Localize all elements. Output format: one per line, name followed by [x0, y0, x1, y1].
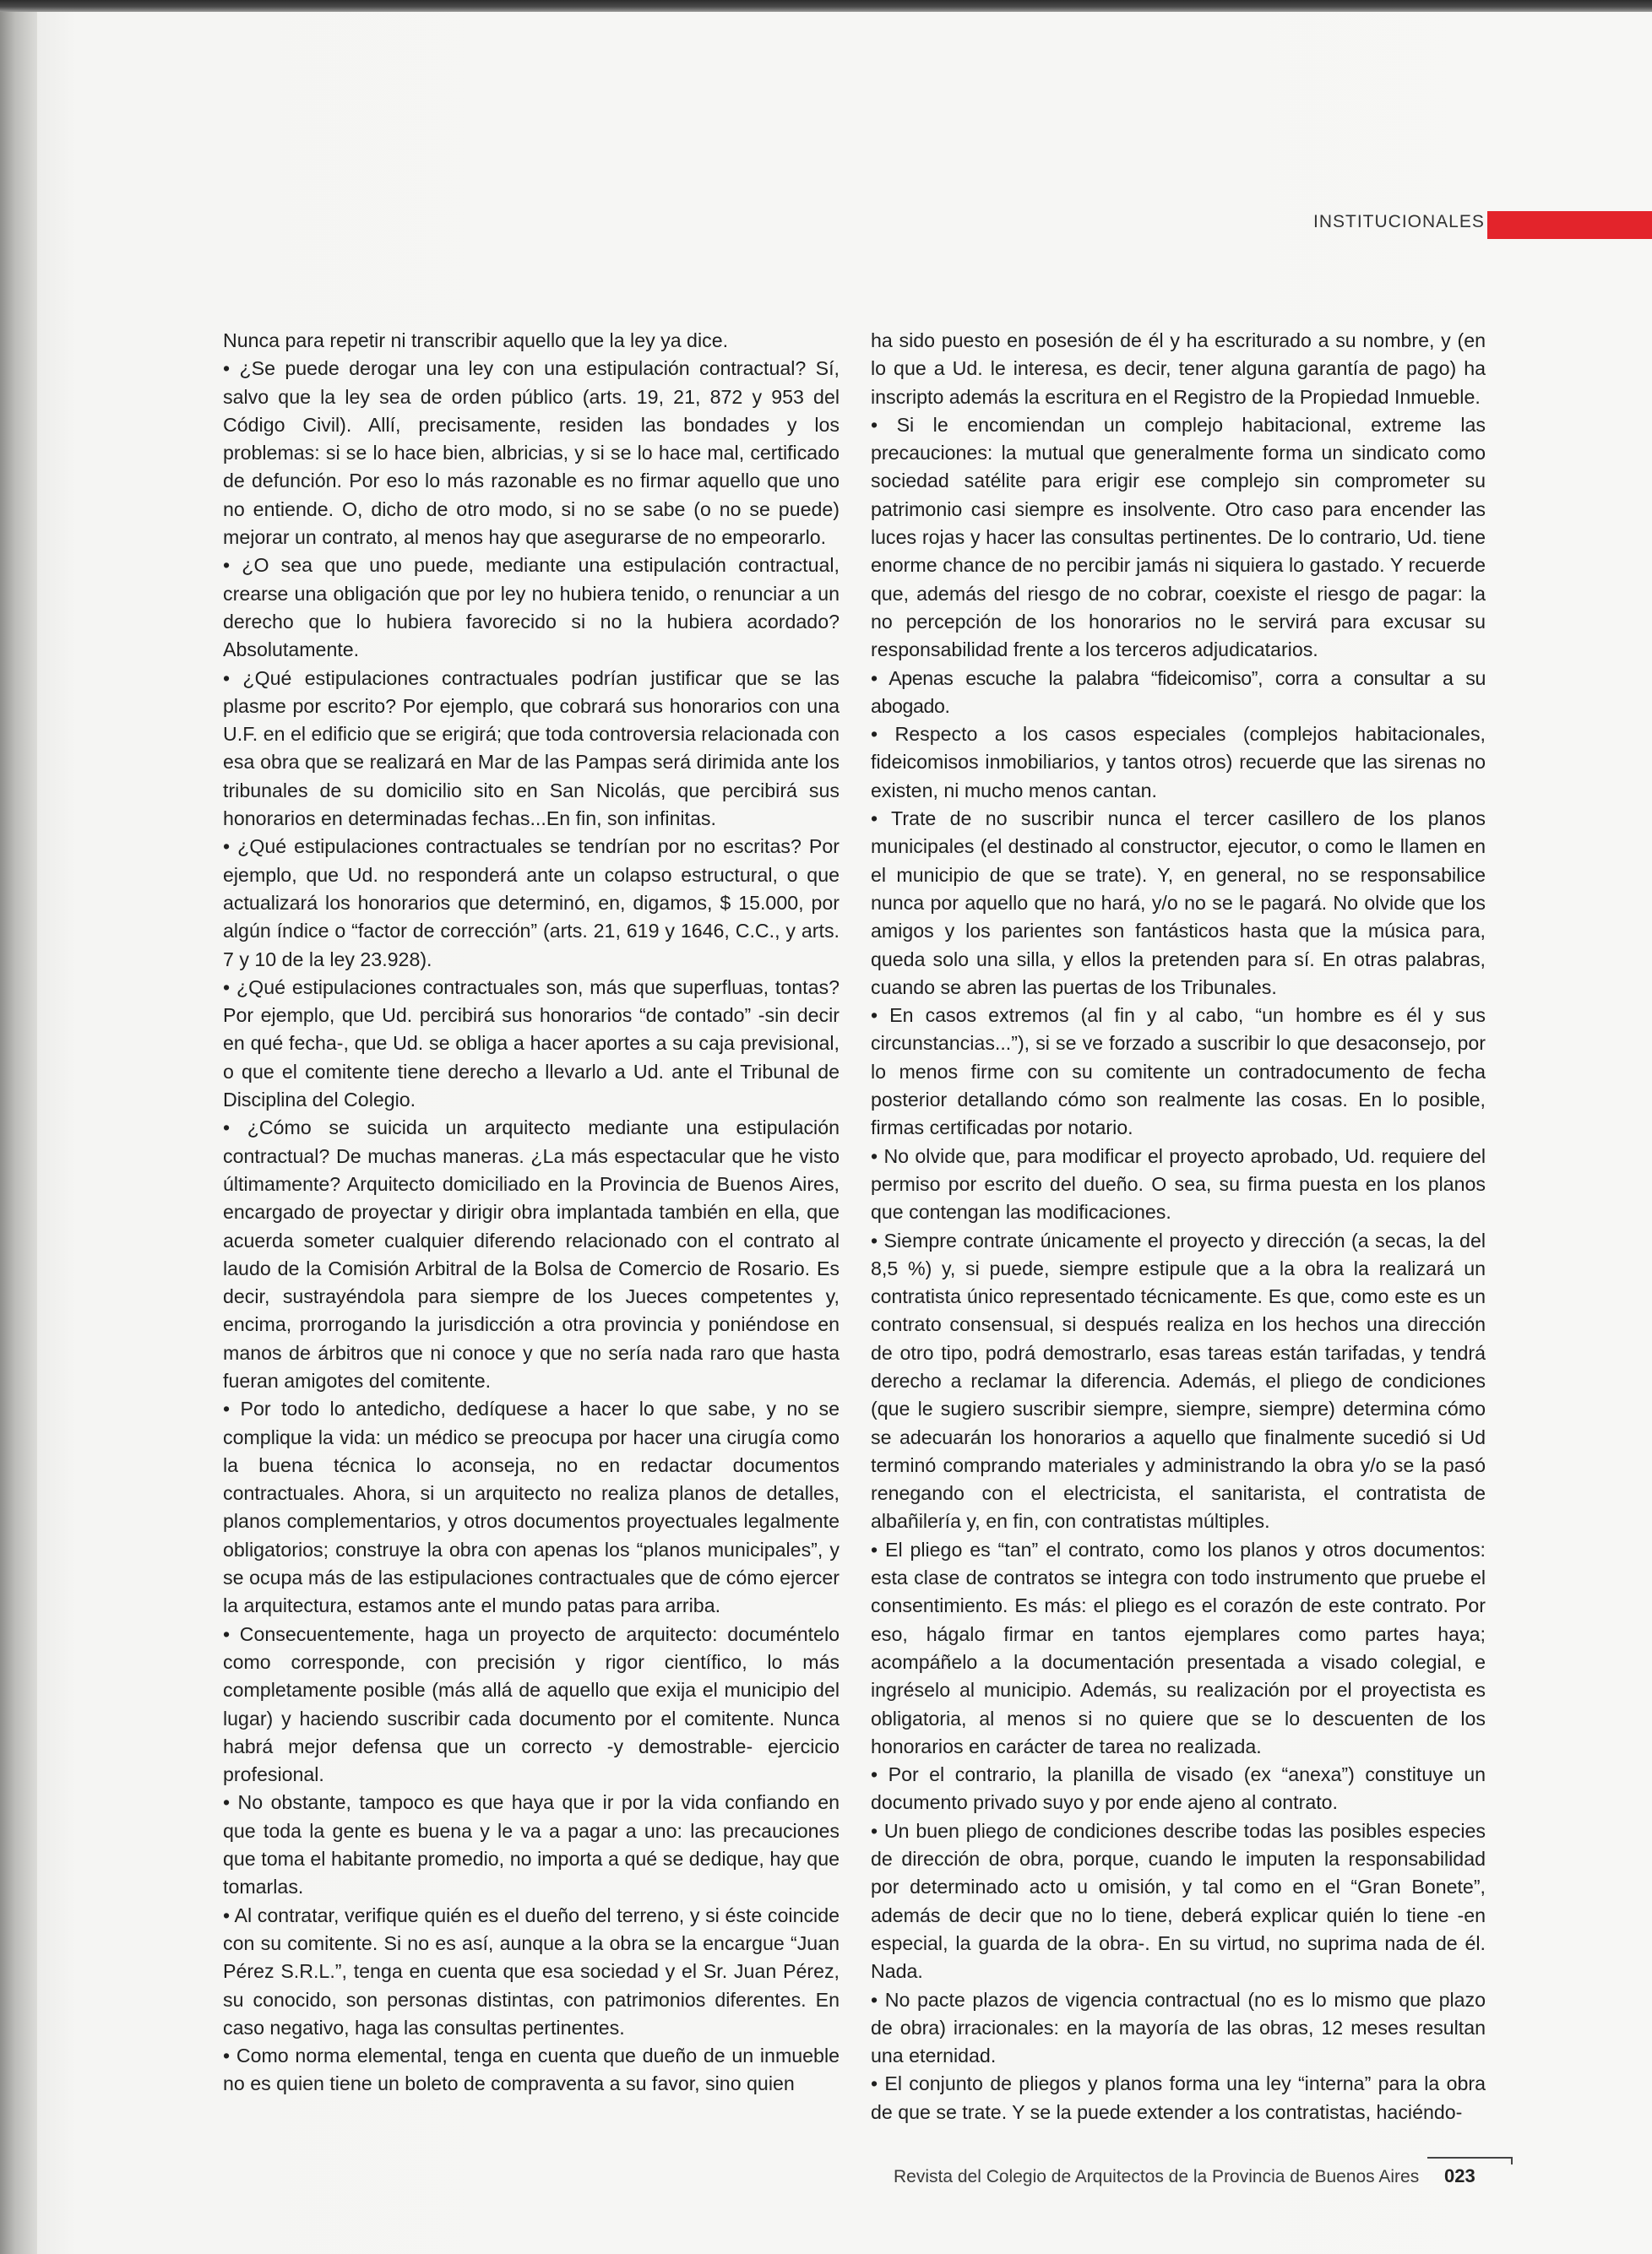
paragraph: • ¿Qué estipulaciones contractuales podrían justificar que se las plasme por escrito? Por ejemplo, que cobrará sus honorarios con una U.F. en el edificio que se erigirá; que toda controversia relacionada con esa obra que se realizará en Mar de las Pampas será dirimida ante los tribunales de su domicilio sito en San Nicolás, que percibirá sus honorarios en determinadas fechas...En fin, son infinitas. [223, 666, 840, 830]
paragraph: • ¿O sea que uno puede, mediante una estipulación contractual, crearse una obligación que por ley no hubiera tenido, o renunciar a un derecho que lo hubiera favorecido si no la hubiera acordado? Absolutamente. [223, 554, 840, 661]
paragraph: • Por el contrario, la planilla de visado (ex “anexa”) constituye un documento privado suyo y por ende ajeno al contrato. [871, 1763, 1486, 1814]
page-spine-shadow [0, 0, 37, 2254]
paragraph: • En casos extremos (al fin y al cabo, “un hombre es él y sus circunstancias...”), si se ve forzado a suscribir lo que desaconsejo, por lo menos firme con su comitente un contradocumento de fecha posterior detallando cómo son realmente las cosas. En lo posible, firmas certificadas por notario. [871, 1004, 1486, 1139]
paragraph: • Por todo lo antedicho, dedíquese a hacer lo que sabe, y no se complique la vida: un médico se preocupa por hacer una cirugía como la buena técnica lo aconseja, no en redactar documentos contractuales. Ahora, si un arquitecto no realiza planos de detalles, planos complementarios, y otros documentos proyectuales legalmente obligatorios; construye la obra con apenas los “planos municipales”, y se ocupa más de las estipulaciones contractuales que de cómo ejercer la arquitectura, estamos ante el mundo patas para arriba. [223, 1398, 840, 1617]
footer-rule-tick [1511, 2157, 1513, 2164]
paragraph: ha sido puesto en posesión de él y ha escriturado a su nombre, y (en lo que a Ud. le interesa, es decir, tener alguna garantía de pago) ha inscripto además la escritura en el Registro de la Propiedad Inmueble. [871, 329, 1486, 408]
footer-publication: Revista del Colegio de Arquitectos de la Provincia de Buenos Aires [894, 2167, 1420, 2186]
paragraph: • ¿Qué estipulaciones contractuales se tendrían por no escritas? Por ejemplo, que Ud. no responderá ante un colapso estructural, o que actualizará los honorarios que determinó, en, digamos, $ 15.000, por algún índice o “factor de corrección” (arts. 21, 619 y 1646, C.C., y arts. 7 y 10 de la ley 23.928). [223, 835, 840, 970]
paragraph: • El pliego es “tan” el contrato, como los planos y otros documentos: esta clase de contratos se integra con todo instrumento que pruebe el consentimiento. Es más: el pliego es el corazón de este contrato. Por eso, hágalo firmar en tantos ejemplares como partes haya; acompáñelo a la documentación presentada a visado colegial, e ingréselo al municipio. Además, su realización por el proyectista es obligatoria, al menos si no quiere que se lo descuenten de los honorarios en carácter de tarea no realizada. [871, 1538, 1486, 1757]
left-text-column [223, 327, 840, 2099]
right-text-column [871, 327, 1486, 2126]
paragraph: • ¿Cómo se suicida un arquitecto mediante una estipulación contractual? De muchas maneras. ¿La más espectacular que he visto últimamente? Arquitecto domiciliado en la Provincia de Buenos Aires, encargado de proyectar y dirigir obra implantada también en ella, que acuerda someter cualquier diferendo relacionado con el contrato al laudo de la Comisión Arbitral de la Bolsa de Comercio de Rosario. Es decir, sustrayéndola para siempre de los Jueces competentes y, encima, prorrogando la jurisdicción a otra provincia y poniéndose en manos de árbitros que ni conoce y que no sería nada raro que hasta fueran amigotes del comitente. [223, 1116, 840, 1392]
paragraph: • No obstante, tampoco es que haya que ir por la vida confiando en que toda la gente es buena y le va a pagar a uno: las precauciones que toma el habitante promedio, no importa a qué se dedique, hay que tomarlas. [223, 1791, 840, 1898]
paragraph: • Siempre contrate únicamente el proyecto y dirección (a secas, la del 8,5 %) y, si puede, siempre estipule que a la obra la realizará un contratista único representado técnicamente. Es que, como este es un contrato consensual, si después realiza en los hechos una dirección de otro tipo, podrá demostrarlo, esas tareas están tarifadas, y tendrá derecho a reclamar la diferencia. Además, el pliego de condiciones (que le sugiero suscribir siempre, siempre, siempre) determina cómo se adecuarán los honorarios a aquello que finalmente sucedió si Ud terminó comprando materiales y administrando la obra y/o se la pasó renegando con el electricista, el sanitarista, el contratista de albañilería y, en fin, con contratistas múltiples. [871, 1229, 1486, 1533]
paragraph: • El conjunto de pliegos y planos forma una ley “interna” para la obra de que se trate. Y se la puede extender a los contratistas, haciéndo- [871, 2072, 1486, 2123]
paragraph: • Al contratar, verifique quién es el dueño del terreno, y si éste coincide con su comitente. Si no es así, aunque a la obra se la encargue “Juan Pérez S.R.L.”, tenga en cuenta que esa sociedad y el Sr. Juan Pérez, su conocido, son personas distintas, con patrimonios diferentes. En caso negativo, haga las consultas pertinentes. [223, 1904, 840, 2039]
footer-rule [1427, 2157, 1512, 2159]
paragraph: • ¿Se puede derogar una ley con una estipulación contractual? Sí, salvo que la ley sea de orden público (arts. 19, 21, 872 y 953 del Código Civil). Allí, precisamente, residen las bondades y los problemas: si se lo hace bien, albricias, y si se lo hace mal, certificado de defunción. Por eso lo más razonable es no firmar aquello que uno no entiende. O, dicho de otro modo, si no se sabe (o no se puede) mejorar un contrato, al menos hay que asegurarse de no empeorarlo. [223, 357, 840, 549]
paragraph: • Trate de no suscribir nunca el tercer casillero de los planos municipales (el destinado al constructor, ejecutor, o como le llamen en el municipio de que se trate). Y, en general, no se responsabilice nunca por aquello que no hará, y/o no se le pagará. No olvide que los amigos y los parientes son fantásticos hasta que la música para, queda solo una silla, y ellos la pretenden para sí. En otras palabras, cuando se abren las puertas de los Tribunales. [871, 807, 1486, 998]
paragraph: • No pacte plazos de vigencia contractual (no es lo mismo que plazo de obra) irracionales: en la mayoría de las obras, 12 meses resultan una eternidad. [871, 1988, 1486, 2067]
paragraph: Nunca para repetir ni transcribir aquello que la ley ya dice. [223, 329, 729, 351]
paragraph: • Apenas escuche la palabra “fideicomiso”, corra a consultar a su abogado. [871, 666, 1486, 717]
section-label: INSTITUCIONALES [1313, 212, 1485, 231]
section-accent-bar [1487, 211, 1652, 239]
paragraph: • No olvide que, para modificar el proyecto aprobado, Ud. requiere del permiso por escrito del dueño. O sea, su firma puesta en los planos que contengan las modificaciones. [871, 1144, 1486, 1224]
paragraph: • Un buen pliego de condiciones describe todas las posibles especies de dirección de obra, porque, cuando le imputen la responsabilidad por determinado acto u omisión, y tal como en el “Gran Bonete”, además de decir que no lo tiene, deberá explicar quién lo tiene -en especial, la guarda de la obra-. En su virtud, no suprima nada de él. Nada. [871, 1819, 1486, 1983]
paragraph: • ¿Qué estipulaciones contractuales son, más que superfluas, tontas? Por ejemplo, que Ud. percibirá sus honorarios “de contado” -sin decir en qué fecha-, que Ud. se obliga a hacer aportes a su caja previsional, o que el comitente tiene derecho a llevarlo a Ud. ante el Tribunal de Disciplina del Colegio. [223, 975, 840, 1111]
top-edge-bar [0, 0, 1652, 12]
paragraph: • Como norma elemental, tenga en cuenta que dueño de un inmueble no es quien tiene un boleto de compraventa a su favor, sino quien [223, 2045, 840, 2095]
paragraph: • Respecto a los casos especiales (complejos habitacionales, fideicomisos inmobiliarios, y tantos otros) recuerde que las sirenas no existen, ni mucho menos cantan. [871, 723, 1486, 801]
paragraph: • Si le encomiendan un complejo habitacional, extreme las precauciones: la mutual que generalmente forma un sindicato como sociedad satélite para erigir ese complejo sin comprometer su patrimonio casi siempre es insolvente. Otro caso para encender las luces rojas y hacer las consultas pertinentes. De lo contrario, Ud. tiene enorme chance de no percibir jamás ni siquiera lo gastado. Y recuerde que, además del riesgo de no cobrar, coexiste el riesgo de pagar: la no percepción de los honorarios no le servirá para excusar su responsabilidad frente a los terceros adjudicatarios. [871, 413, 1486, 661]
page-number: 023 [1444, 2165, 1475, 2186]
paragraph: • Consecuentemente, haga un proyecto de arquitecto: documéntelo como corresponde, con precisión y rigor científico, lo más completamente posible (más allá de aquello que exija el municipio del lugar) y haciendo suscribir cada documento por el comitente. Nunca habrá mejor defensa que un correcto -y demostrable- ejercicio profesional. [223, 1622, 840, 1786]
